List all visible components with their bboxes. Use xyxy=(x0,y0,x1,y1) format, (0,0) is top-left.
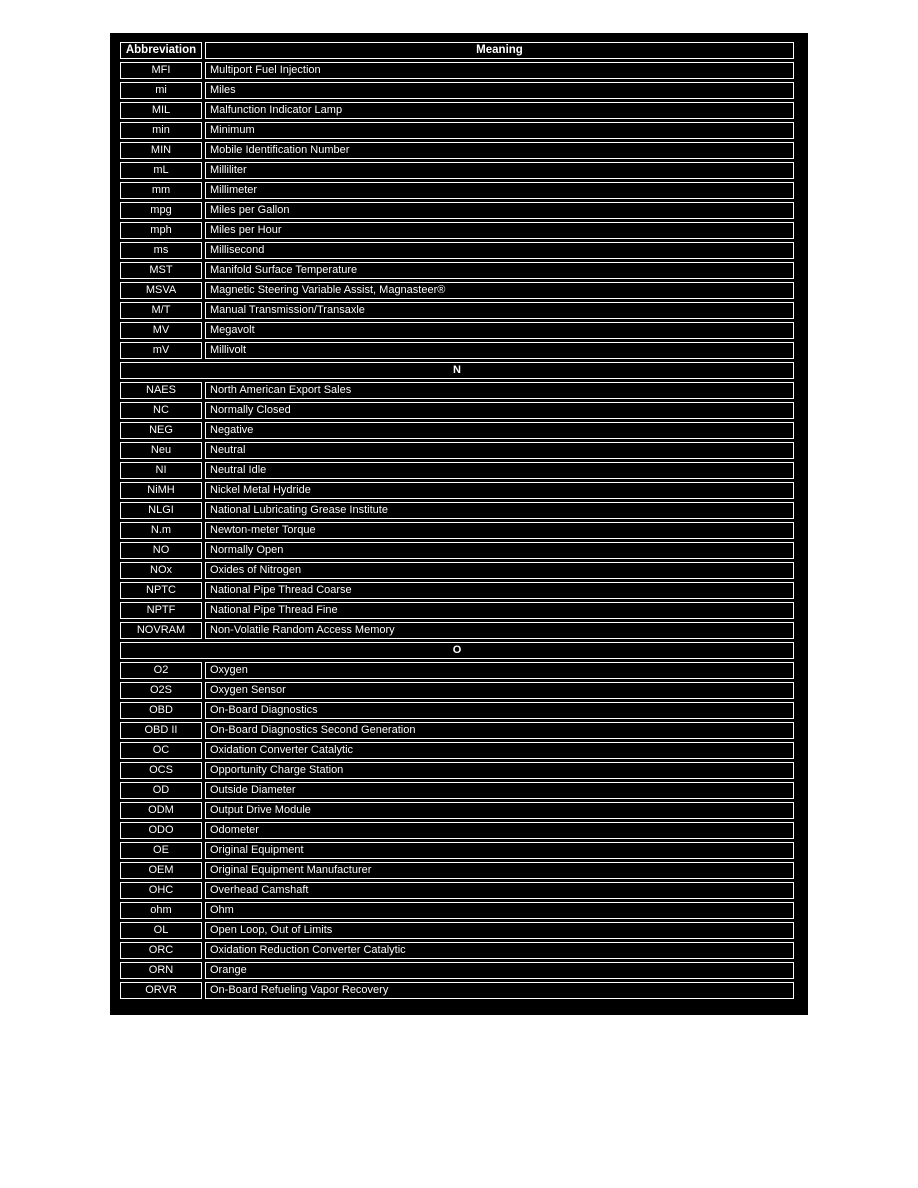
abbreviation-cell: MIN xyxy=(120,142,202,159)
table-row xyxy=(120,862,794,879)
abbreviation-cell: ohm xyxy=(120,902,202,919)
abbreviation-cell: ORC xyxy=(120,942,202,959)
table-row xyxy=(120,422,794,439)
table-row xyxy=(120,842,794,859)
abbreviation-cell: OBD xyxy=(120,702,202,719)
abbreviation-cell: NC xyxy=(120,402,202,419)
meaning-cell: Ohm xyxy=(205,902,794,919)
meaning-cell: Output Drive Module xyxy=(205,802,794,819)
meaning-cell: Millivolt xyxy=(205,342,794,359)
meaning-cell: Millisecond xyxy=(205,242,794,259)
meaning-cell: National Lubricating Grease Institute xyxy=(205,502,794,519)
abbreviation-cell: MFI xyxy=(120,62,202,79)
meaning-cell: Normally Open xyxy=(205,542,794,559)
table-row xyxy=(120,202,794,219)
table-row xyxy=(120,982,794,999)
meaning-cell: Orange xyxy=(205,962,794,979)
abbreviation-cell: NOx xyxy=(120,562,202,579)
abbreviation-cell: mm xyxy=(120,182,202,199)
table-row xyxy=(120,342,794,359)
meaning-cell: Opportunity Charge Station xyxy=(205,762,794,779)
meaning-cell: Millimeter xyxy=(205,182,794,199)
abbreviation-cell: NiMH xyxy=(120,482,202,499)
meaning-cell: Milliliter xyxy=(205,162,794,179)
meaning-cell: Miles per Gallon xyxy=(205,202,794,219)
abbreviation-cell: OD xyxy=(120,782,202,799)
meaning-cell: Normally Closed xyxy=(205,402,794,419)
abbreviation-cell: NOVRAM xyxy=(120,622,202,639)
abbreviation-cell: ORVR xyxy=(120,982,202,999)
abbreviation-table xyxy=(117,39,797,1002)
table-row xyxy=(120,522,794,539)
abbreviation-cell: OCS xyxy=(120,762,202,779)
table-row xyxy=(120,562,794,579)
meaning-cell: On-Board Refueling Vapor Recovery xyxy=(205,982,794,999)
abbreviation-cell: NPTF xyxy=(120,602,202,619)
table-row xyxy=(120,242,794,259)
table-row xyxy=(120,762,794,779)
meaning-cell: Overhead Camshaft xyxy=(205,882,794,899)
table-row xyxy=(120,582,794,599)
table-row xyxy=(120,702,794,719)
table-row xyxy=(120,902,794,919)
meaning-cell: Open Loop, Out of Limits xyxy=(205,922,794,939)
abbreviation-cell: ms xyxy=(120,242,202,259)
abbreviation-cell: OE xyxy=(120,842,202,859)
meaning-cell: Minimum xyxy=(205,122,794,139)
abbreviation-cell: MIL xyxy=(120,102,202,119)
table-row xyxy=(120,402,794,419)
table-row xyxy=(120,262,794,279)
meaning-cell: Mobile Identification Number xyxy=(205,142,794,159)
meaning-cell: Non-Volatile Random Access Memory xyxy=(205,622,794,639)
table-row xyxy=(120,442,794,459)
abbreviation-header-cell: Abbreviation xyxy=(120,42,202,59)
table-body xyxy=(120,62,794,999)
table-row xyxy=(120,962,794,979)
table-row xyxy=(120,382,794,399)
table-row xyxy=(120,622,794,639)
meaning-cell: Malfunction Indicator Lamp xyxy=(205,102,794,119)
table-row xyxy=(120,462,794,479)
meaning-cell: Magnetic Steering Variable Assist, Magnasteer® xyxy=(205,282,794,299)
abbreviation-cell: NAES xyxy=(120,382,202,399)
abbreviation-cell: ODM xyxy=(120,802,202,819)
abbreviation-cell: min xyxy=(120,122,202,139)
abbreviation-cell: OL xyxy=(120,922,202,939)
meaning-cell: Manifold Surface Temperature xyxy=(205,262,794,279)
table-row xyxy=(120,922,794,939)
table-row xyxy=(120,602,794,619)
section-row xyxy=(120,362,794,379)
table-row xyxy=(120,722,794,739)
meaning-cell: North American Export Sales xyxy=(205,382,794,399)
abbreviation-cell: OEM xyxy=(120,862,202,879)
abbreviation-cell: mL xyxy=(120,162,202,179)
table-row xyxy=(120,682,794,699)
meaning-cell: Manual Transmission/Transaxle xyxy=(205,302,794,319)
abbreviation-cell: OHC xyxy=(120,882,202,899)
table-row xyxy=(120,782,794,799)
table-row xyxy=(120,322,794,339)
table-row xyxy=(120,662,794,679)
table-row xyxy=(120,882,794,899)
meaning-cell: On-Board Diagnostics xyxy=(205,702,794,719)
section-letter-cell: N xyxy=(120,362,794,379)
table-row xyxy=(120,222,794,239)
abbreviation-table-block xyxy=(110,33,808,1015)
abbreviation-cell: MST xyxy=(120,262,202,279)
table-row xyxy=(120,482,794,499)
table-row xyxy=(120,142,794,159)
table-row xyxy=(120,282,794,299)
abbreviation-cell: mpg xyxy=(120,202,202,219)
meaning-cell: Multiport Fuel Injection xyxy=(205,62,794,79)
meaning-cell: Negative xyxy=(205,422,794,439)
meaning-cell: Miles xyxy=(205,82,794,99)
meaning-cell: Outside Diameter xyxy=(205,782,794,799)
abbreviation-cell: M/T xyxy=(120,302,202,319)
abbreviation-cell: mV xyxy=(120,342,202,359)
abbreviation-cell: mi xyxy=(120,82,202,99)
table-row xyxy=(120,182,794,199)
abbreviation-cell: MSVA xyxy=(120,282,202,299)
meaning-cell: Odometer xyxy=(205,822,794,839)
table-row xyxy=(120,162,794,179)
table-row xyxy=(120,822,794,839)
abbreviation-cell: OC xyxy=(120,742,202,759)
section-letter-cell: O xyxy=(120,642,794,659)
meaning-header-cell: Meaning xyxy=(205,42,794,59)
abbreviation-cell: NO xyxy=(120,542,202,559)
table-row xyxy=(120,102,794,119)
abbreviation-cell: NPTC xyxy=(120,582,202,599)
table-row xyxy=(120,742,794,759)
abbreviation-cell: Neu xyxy=(120,442,202,459)
abbreviation-cell: NEG xyxy=(120,422,202,439)
table-row xyxy=(120,802,794,819)
abbreviation-cell: O2 xyxy=(120,662,202,679)
table-row xyxy=(120,82,794,99)
abbreviation-cell: NI xyxy=(120,462,202,479)
meaning-cell: Original Equipment Manufacturer xyxy=(205,862,794,879)
table-row xyxy=(120,302,794,319)
meaning-cell: Oxidation Reduction Converter Catalytic xyxy=(205,942,794,959)
abbreviation-cell: MV xyxy=(120,322,202,339)
meaning-cell: Megavolt xyxy=(205,322,794,339)
meaning-cell: Original Equipment xyxy=(205,842,794,859)
meaning-cell: On-Board Diagnostics Second Generation xyxy=(205,722,794,739)
meaning-cell: Newton-meter Torque xyxy=(205,522,794,539)
meaning-cell: Oxygen Sensor xyxy=(205,682,794,699)
meaning-cell: Miles per Hour xyxy=(205,222,794,239)
table-row xyxy=(120,122,794,139)
abbreviation-cell: ODO xyxy=(120,822,202,839)
table-row xyxy=(120,542,794,559)
abbreviation-cell: ORN xyxy=(120,962,202,979)
meaning-cell: Neutral Idle xyxy=(205,462,794,479)
abbreviation-cell: NLGI xyxy=(120,502,202,519)
meaning-cell: Oxidation Converter Catalytic xyxy=(205,742,794,759)
meaning-cell: Neutral xyxy=(205,442,794,459)
table-header-row xyxy=(120,42,794,59)
meaning-cell: National Pipe Thread Fine xyxy=(205,602,794,619)
abbreviation-cell: N.m xyxy=(120,522,202,539)
meaning-cell: Oxygen xyxy=(205,662,794,679)
meaning-cell: Oxides of Nitrogen xyxy=(205,562,794,579)
abbreviation-cell: OBD II xyxy=(120,722,202,739)
table-row xyxy=(120,942,794,959)
meaning-cell: National Pipe Thread Coarse xyxy=(205,582,794,599)
abbreviation-cell: O2S xyxy=(120,682,202,699)
meaning-cell: Nickel Metal Hydride xyxy=(205,482,794,499)
table-row xyxy=(120,502,794,519)
section-row xyxy=(120,642,794,659)
table-row xyxy=(120,62,794,79)
abbreviation-cell: mph xyxy=(120,222,202,239)
